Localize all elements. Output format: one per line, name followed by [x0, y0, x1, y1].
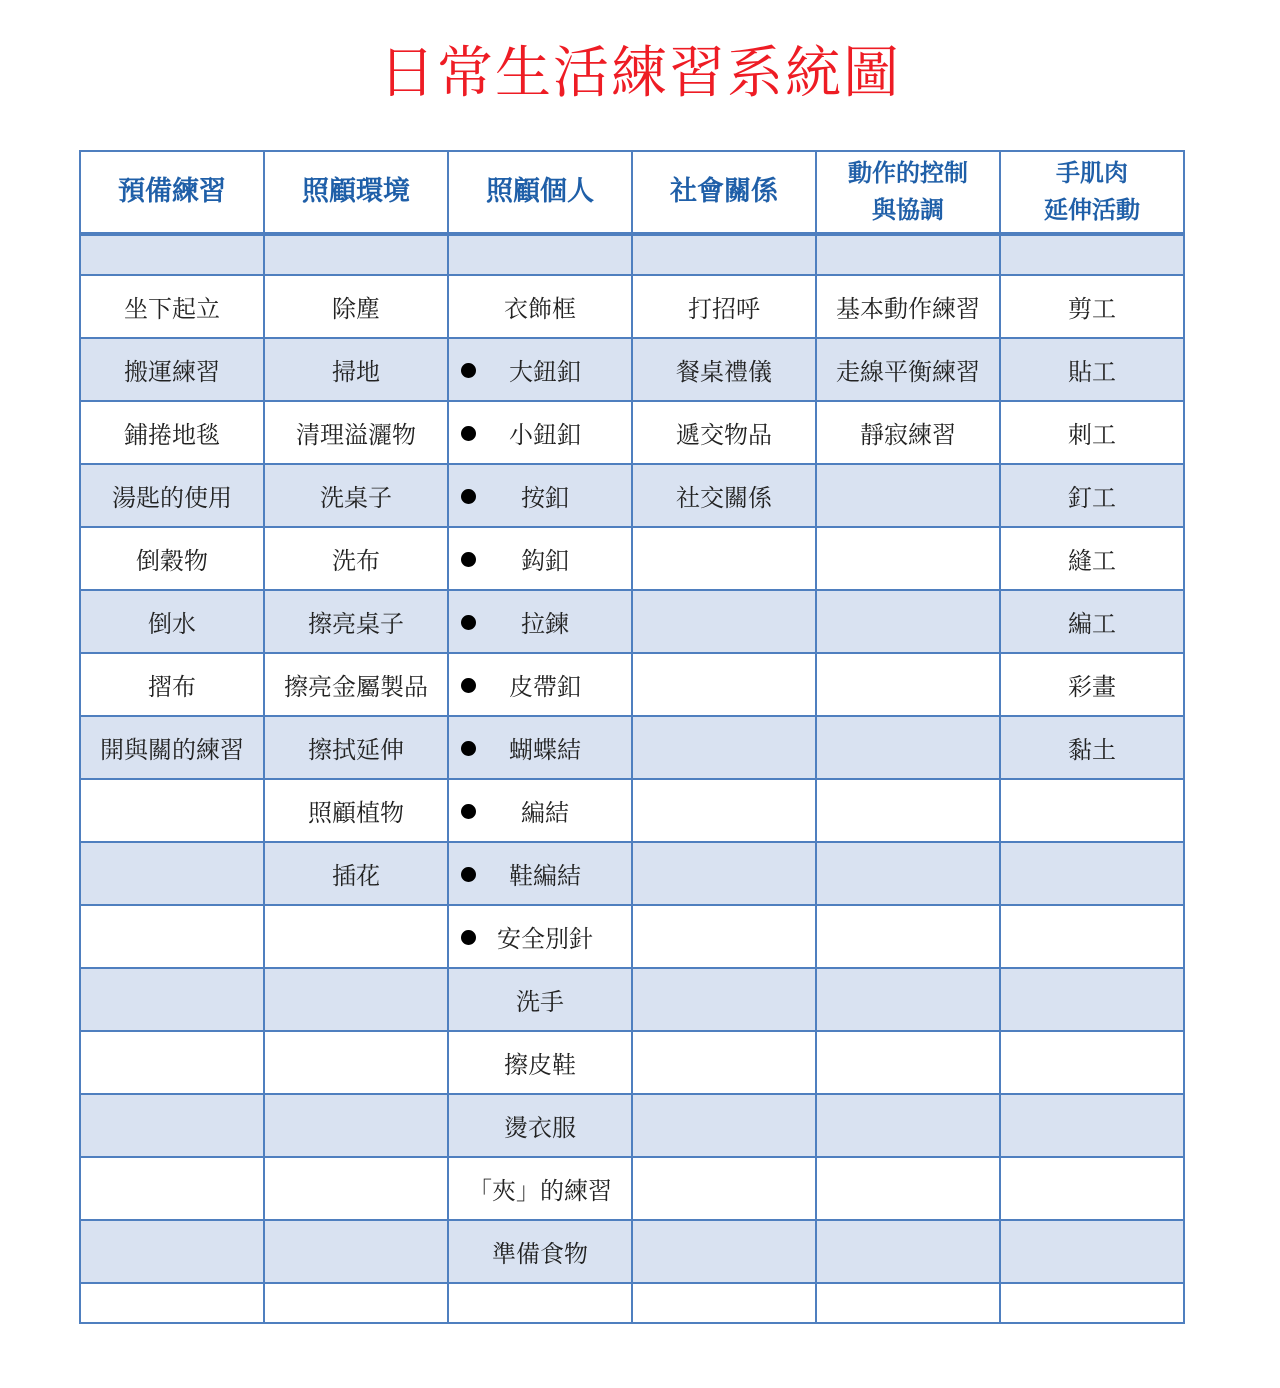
cell-text: 刺工: [1068, 421, 1116, 449]
table-cell: [448, 527, 632, 590]
cell-text: 鞋編結: [509, 862, 581, 890]
table-cell: [1000, 527, 1184, 590]
table-cell: [816, 338, 1000, 401]
table-cell: [1000, 842, 1184, 905]
cell-text: 縫工: [1068, 547, 1116, 575]
cell-text: 準備食物: [492, 1240, 588, 1268]
table-cell: [80, 716, 264, 779]
bullet-icon: [461, 426, 476, 441]
table-row: [80, 1157, 1184, 1220]
table-row: [80, 1094, 1184, 1157]
table-cell: [1000, 1157, 1184, 1220]
table-cell: [264, 527, 448, 590]
table-cell: [448, 1157, 632, 1220]
table-cell: [1000, 464, 1184, 527]
table-cell: [1000, 234, 1184, 275]
table-cell: [1000, 1094, 1184, 1157]
cell-text: 開與關的練習: [100, 736, 244, 764]
table-cell: [448, 1283, 632, 1323]
table-cell: [264, 1157, 448, 1220]
table-cell: [816, 905, 1000, 968]
table-cell: [80, 275, 264, 338]
table-cell: [1000, 716, 1184, 779]
cell-text: 按釦: [521, 484, 569, 512]
table-cell: [632, 1157, 816, 1220]
header-row: [80, 151, 1184, 234]
table-cell: [264, 590, 448, 653]
bullet-item: [449, 604, 631, 639]
bullet-icon: [461, 363, 476, 378]
table-cell: [80, 779, 264, 842]
table-row: [80, 464, 1184, 527]
bullet-item: [449, 541, 631, 576]
table-cell: [80, 338, 264, 401]
table-cell: [632, 527, 816, 590]
cell-text: 除塵: [332, 295, 380, 323]
table-cell: [264, 464, 448, 527]
bullet-icon: [461, 930, 476, 945]
table-cell: [816, 590, 1000, 653]
table-row: [80, 527, 1184, 590]
table-cell: [632, 338, 816, 401]
table-cell: [264, 1094, 448, 1157]
bullet-icon: [461, 489, 476, 504]
table-row: [80, 653, 1184, 716]
table-cell: [816, 1283, 1000, 1323]
page-title: 日常生活練習系統圖: [379, 41, 901, 106]
table-cell: [632, 716, 816, 779]
table-cell: [448, 590, 632, 653]
table-cell: [264, 401, 448, 464]
cell-text: 擦亮金屬製品: [284, 673, 428, 701]
table-cell: [264, 905, 448, 968]
table-cell: [448, 968, 632, 1031]
table-cell: [448, 716, 632, 779]
table-cell: [80, 842, 264, 905]
cell-text: 剪工: [1068, 295, 1116, 323]
cell-text: 蝴蝶結: [509, 736, 581, 764]
table-cell: [80, 464, 264, 527]
cell-text: 皮帶釦: [509, 673, 581, 701]
table-row: [80, 338, 1184, 401]
table-cell: [632, 234, 816, 275]
table-cell: [1000, 1031, 1184, 1094]
table-cell: [448, 401, 632, 464]
header-hand-muscle: 手肌肉 延伸活動: [1000, 151, 1184, 234]
table-cell: [1000, 401, 1184, 464]
table-cell: [448, 1094, 632, 1157]
table-cell: [632, 968, 816, 1031]
cell-text: 清理溢灑物: [296, 421, 416, 449]
table-cell: [80, 653, 264, 716]
table-cell: [264, 1220, 448, 1283]
table-cell: [816, 1220, 1000, 1283]
empty-row: [80, 1283, 1184, 1323]
table-row: [80, 1220, 1184, 1283]
cell-text: 編工: [1068, 610, 1116, 638]
table-cell: [1000, 968, 1184, 1031]
cell-text: 黏土: [1068, 736, 1116, 764]
practice-table: [79, 150, 1185, 1324]
table-cell: [632, 1094, 816, 1157]
table-cell: [448, 1220, 632, 1283]
bullet-item: [449, 352, 631, 387]
cell-text: 燙衣服: [504, 1114, 576, 1142]
cell-text: 安全別針: [497, 925, 593, 953]
table-cell: [448, 779, 632, 842]
cell-text: 洗桌子: [320, 484, 392, 512]
table-cell: [1000, 1283, 1184, 1323]
table-cell: [264, 338, 448, 401]
table-cell: [816, 234, 1000, 275]
header-preparation: 預備練習: [80, 151, 264, 234]
bullet-icon: [461, 804, 476, 819]
table-cell: [632, 1220, 816, 1283]
bullet-icon: [461, 867, 476, 882]
table-cell: [80, 590, 264, 653]
cell-text: 擦亮桌子: [308, 610, 404, 638]
table-cell: [448, 653, 632, 716]
bullet-icon: [461, 615, 476, 630]
table-row: [80, 779, 1184, 842]
cell-text: 遞交物品: [676, 421, 772, 449]
bullet-item: [449, 478, 631, 513]
table-cell: [448, 234, 632, 275]
table-cell: [80, 401, 264, 464]
table-cell: [632, 842, 816, 905]
table-row: [80, 1031, 1184, 1094]
table-cell: [1000, 779, 1184, 842]
cell-text: 摺布: [148, 673, 196, 701]
cell-text: 小鈕釦: [509, 421, 581, 449]
cell-text: 鋪捲地毯: [124, 421, 220, 449]
bullet-item: [449, 919, 631, 954]
table-cell: [80, 1283, 264, 1323]
table-row: [80, 842, 1184, 905]
table-cell: [448, 275, 632, 338]
cell-text: 擦皮鞋: [504, 1051, 576, 1079]
cell-text: 擦拭延伸: [308, 736, 404, 764]
cell-text: 洗布: [332, 547, 380, 575]
cell-text: 餐桌禮儀: [676, 358, 772, 386]
bullet-icon: [461, 678, 476, 693]
cell-text: 彩畫: [1068, 673, 1116, 701]
table-cell: [632, 590, 816, 653]
table-cell: [264, 1283, 448, 1323]
table-row: [80, 275, 1184, 338]
table-cell: [632, 653, 816, 716]
table-cell: [80, 905, 264, 968]
bullet-icon: [461, 741, 476, 756]
cell-text: 靜寂練習: [860, 421, 956, 449]
table-row: [80, 716, 1184, 779]
table-cell: [816, 842, 1000, 905]
bullet-item: [449, 415, 631, 450]
cell-text: 洗手: [516, 988, 564, 1016]
table-cell: [80, 527, 264, 590]
table-cell: [632, 401, 816, 464]
table-cell: [816, 464, 1000, 527]
table-cell: [816, 401, 1000, 464]
table-cell: [80, 1094, 264, 1157]
table-cell: [816, 275, 1000, 338]
table-cell: [1000, 275, 1184, 338]
cell-text: 鈎釦: [521, 547, 569, 575]
cell-text: 「夾」的練習: [468, 1177, 612, 1205]
cell-text: 坐下起立: [124, 295, 220, 323]
header-environment: 照顧環境: [264, 151, 448, 234]
cell-text: 掃地: [332, 358, 380, 386]
table-cell: [632, 905, 816, 968]
table-cell: [816, 968, 1000, 1031]
table-cell: [816, 527, 1000, 590]
table-cell: [816, 716, 1000, 779]
table-cell: [816, 779, 1000, 842]
table-cell: [1000, 905, 1184, 968]
table-cell: [632, 464, 816, 527]
cell-text: 基本動作練習: [836, 295, 980, 323]
cell-text: 倒穀物: [136, 547, 208, 575]
cell-text: 倒水: [148, 610, 196, 638]
table-cell: [264, 716, 448, 779]
table-cell: [264, 275, 448, 338]
table-cell: [632, 275, 816, 338]
table-cell: [264, 234, 448, 275]
table-cell: [80, 968, 264, 1031]
table-cell: [448, 1031, 632, 1094]
table-cell: [816, 1031, 1000, 1094]
header-movement: 動作的控制 與協調: [816, 151, 1000, 234]
cell-text: 釘工: [1068, 484, 1116, 512]
cell-text: 打招呼: [688, 295, 760, 323]
bullet-icon: [461, 552, 476, 567]
cell-text: 編結: [521, 799, 569, 827]
table-cell: [448, 905, 632, 968]
bullet-item: [449, 730, 631, 765]
bullet-item: [449, 793, 631, 828]
table-cell: [448, 464, 632, 527]
table-cell: [1000, 338, 1184, 401]
table-row: [80, 401, 1184, 464]
table-cell: [632, 1283, 816, 1323]
table-cell: [80, 234, 264, 275]
cell-text: 湯匙的使用: [112, 484, 232, 512]
table-row: [80, 968, 1184, 1031]
table-cell: [448, 338, 632, 401]
header-personal: 照顧個人: [448, 151, 632, 234]
table-cell: [80, 1157, 264, 1220]
table-cell: [1000, 1220, 1184, 1283]
table-cell: [80, 1031, 264, 1094]
table-row: [80, 590, 1184, 653]
table-cell: [80, 1220, 264, 1283]
cell-text: 大鈕釦: [509, 358, 581, 386]
cell-text: 衣飾框: [504, 295, 576, 323]
table-row: [80, 905, 1184, 968]
cell-text: 拉鍊: [521, 610, 569, 638]
bullet-item: [449, 856, 631, 891]
table-cell: [632, 1031, 816, 1094]
cell-text: 搬運練習: [124, 358, 220, 386]
table-cell: [448, 842, 632, 905]
table-cell: [264, 842, 448, 905]
cell-text: 插花: [332, 862, 380, 890]
table-cell: [1000, 590, 1184, 653]
bullet-item: [449, 667, 631, 702]
cell-text: 社交關係: [676, 484, 772, 512]
table-cell: [816, 1094, 1000, 1157]
table-cell: [264, 968, 448, 1031]
cell-text: 走線平衡練習: [836, 358, 980, 386]
table-cell: [816, 1157, 1000, 1220]
table-cell: [1000, 653, 1184, 716]
table-cell: [264, 779, 448, 842]
cell-text: 貼工: [1068, 358, 1116, 386]
spacer-row: [80, 234, 1184, 275]
table-cell: [632, 779, 816, 842]
table-cell: [264, 653, 448, 716]
table-cell: [264, 1031, 448, 1094]
table-cell: [816, 653, 1000, 716]
cell-text: 照顧植物: [308, 799, 404, 827]
header-social: 社會關係: [632, 151, 816, 234]
